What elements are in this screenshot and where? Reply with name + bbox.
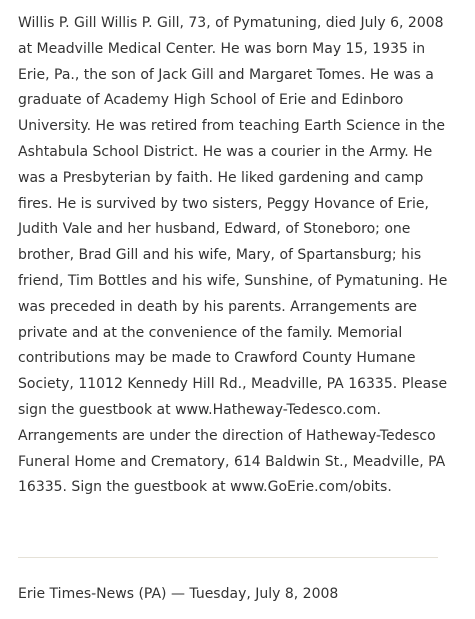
- section-divider: [18, 557, 438, 558]
- obituary-text: Willis P. Gill Willis P. Gill, 73, of Pymatuning, died July 6, 2008 at Meadville Medical Center. He was born May 15, 1935 in Erie, Pa., the son of Jack Gill and Margaret Tomes. He was a graduate of Academy High School of Erie and Edinboro University. He was retired from teaching Earth Science in the Ashtabula School District. He was a courier in the Army. He was a Presbyterian by faith. He liked gardening and camp fires. He is survived by two sisters, Peggy Hovance of Erie, Judith Vale and her husband, Edward, of Stoneboro; one brother, Brad Gill and his wife, Mary, of Spartansburg; his friend, Tim Bottles and his wife, Sunshine, of Pymatuning. He was preceded in death by his parents. Arrangements are private and at the convenience of the family. Memorial contributions may be made to Crawford County Humane Society, 11012 Kennedy Hill Rd., Meadville, PA 16335. Please sign the guestbook at www.Hatheway-Tedesco.com. Arrangements are under the direction of Hatheway-Tedesco Funeral Home and Crematory, 614 Baldwin St., Meadville, PA 16335. Sign the guestbook at www.GoErie.com/obits.: [18, 15, 448, 496]
- publication-source-line: Erie Times-News (PA) — Tuesday, July 8, 2008: [18, 586, 339, 602]
